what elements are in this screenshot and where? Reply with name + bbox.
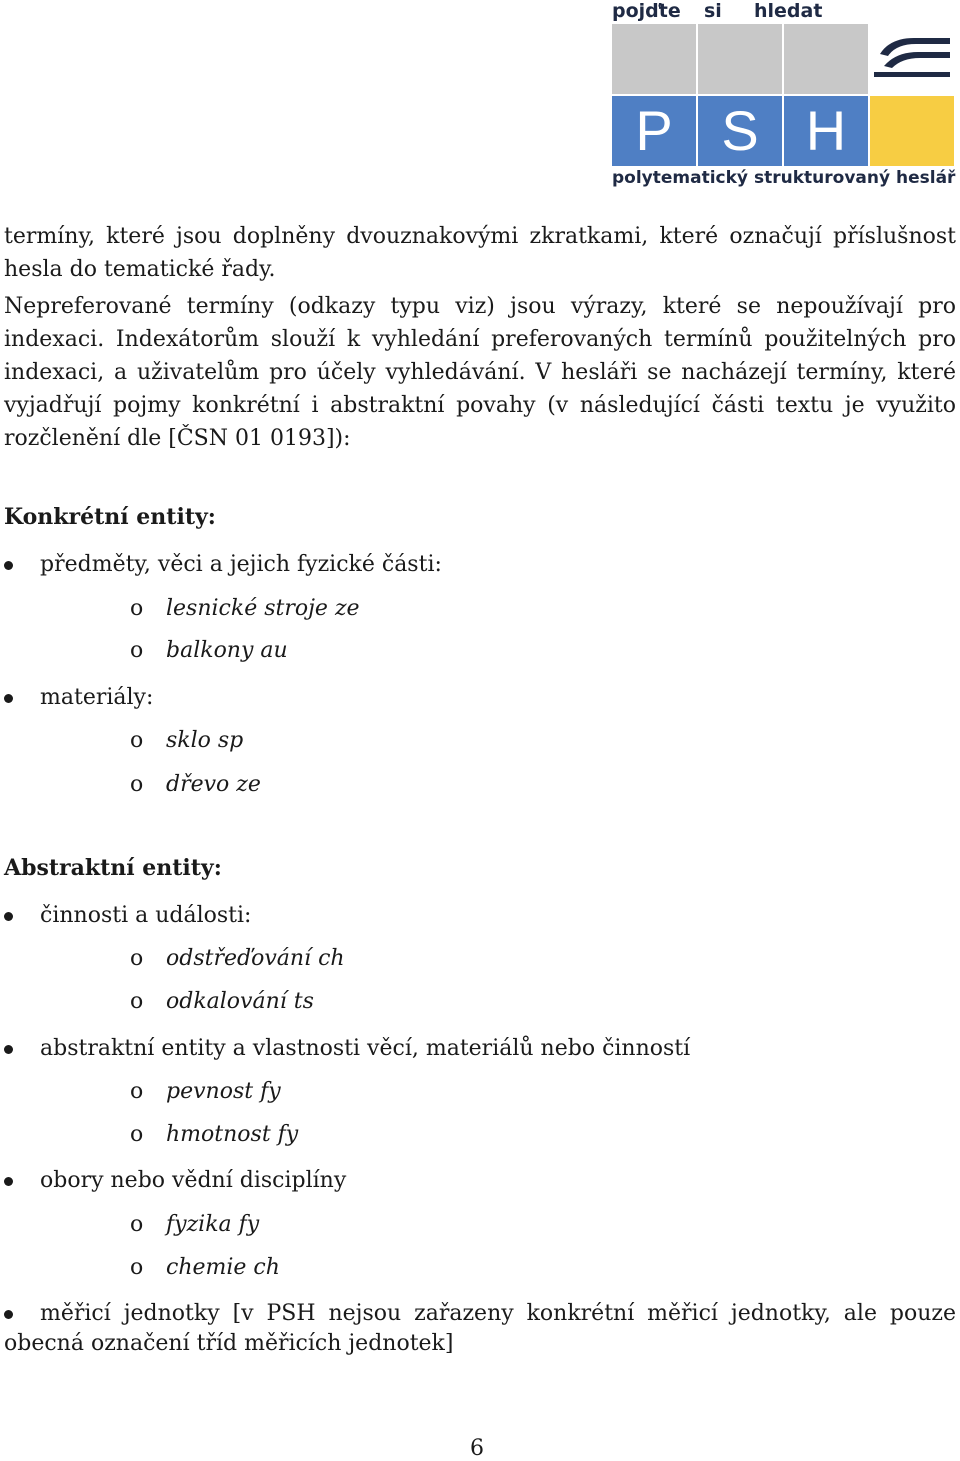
logo-word-3: hledat <box>754 0 823 22</box>
heading-concrete: Konkrétní entity: <box>4 504 216 530</box>
bullet-dot <box>4 1177 13 1186</box>
sub-item-text: balkony au <box>166 638 288 663</box>
psh-logo <box>612 0 956 196</box>
logo-sub-word-3: heslář <box>896 168 956 188</box>
sub-item-text: dřevo ze <box>166 772 261 797</box>
sub-item-text: fyzika fy <box>166 1212 260 1237</box>
page-number: 6 <box>470 1436 484 1461</box>
bullet-dot <box>4 1045 13 1054</box>
logo-sub-word-1: polytematický <box>612 168 749 188</box>
logo-tile <box>612 24 696 94</box>
sub-marker: o <box>130 1079 144 1104</box>
sub-item-text: lesnické stroje ze <box>166 596 360 621</box>
logo-emblem <box>870 24 954 94</box>
list-item-label: obory nebo vědní disciplíny <box>40 1168 347 1193</box>
heading-abstract: Abstraktní entity: <box>4 855 222 881</box>
list-item-label: materiály: <box>40 685 154 710</box>
paragraph-2: Nepreferované termíny (odkazy typu viz) jsou výrazy, které se nepoužívají pro indexaci. Indexátorům slouží k vyhledání preferovaných termínů použitelných pro indexaci, a uživatelům pro účely vyhledávání. V hesláři se nacházejí termíny, které vyjadřují pojmy konkrétní i abstraktní povahy (v následující části textu je využito rozčlenění dle [ČSN 01 0193]): <box>4 294 956 451</box>
sub-item-text: sklo sp <box>166 728 244 753</box>
list-item-label: měřicí jednotky [v PSH nejsou zařazeny konkrétní měřicí jednotky, ale pouze obecná označení tříd měřicích jednotek] <box>4 1301 956 1356</box>
list-item-label: abstraktní entity a vlastnosti věcí, materiálů nebo činností <box>40 1036 691 1061</box>
sub-marker: o <box>130 728 144 753</box>
list-item-label: činnosti a události: <box>40 903 252 928</box>
logo-subtitle <box>612 168 956 192</box>
logo-tagline <box>612 0 956 24</box>
logo-letter-h: H <box>784 96 868 166</box>
sub-marker: o <box>130 772 144 797</box>
logo-sub-word-2: strukturovaný <box>754 168 891 188</box>
logo-tile <box>784 24 868 94</box>
sub-marker: o <box>130 596 144 621</box>
sub-item-text: chemie ch <box>166 1255 280 1280</box>
sub-marker: o <box>130 989 144 1014</box>
sub-marker: o <box>130 946 144 971</box>
sub-item-text: hmotnost fy <box>166 1122 299 1147</box>
sub-item-text: pevnost fy <box>166 1079 281 1104</box>
sub-marker: o <box>130 1122 144 1147</box>
logo-word-1: pojďte <box>612 0 681 22</box>
bullet-dot <box>4 694 13 703</box>
stripes-icon <box>870 24 954 94</box>
logo-letter-p: P <box>612 96 696 166</box>
bullet-dot <box>4 912 13 921</box>
paragraph-1: termíny, které jsou doplněny dvouznakovými zkratkami, které označují příslušnost hesla do tematické řady. <box>4 224 956 282</box>
bullet-dot <box>4 561 13 570</box>
sub-marker: o <box>130 638 144 663</box>
logo-tile <box>870 96 954 166</box>
sub-marker: o <box>130 1212 144 1237</box>
logo-word-2: si <box>704 0 722 22</box>
sub-item-text: odkalování ts <box>166 989 314 1014</box>
logo-letter-s: S <box>698 96 782 166</box>
logo-tile <box>698 24 782 94</box>
list-item-label: předměty, věci a jejich fyzické části: <box>40 552 442 577</box>
sub-marker: o <box>130 1255 144 1280</box>
sub-item-text: odstřeďování ch <box>166 946 345 971</box>
